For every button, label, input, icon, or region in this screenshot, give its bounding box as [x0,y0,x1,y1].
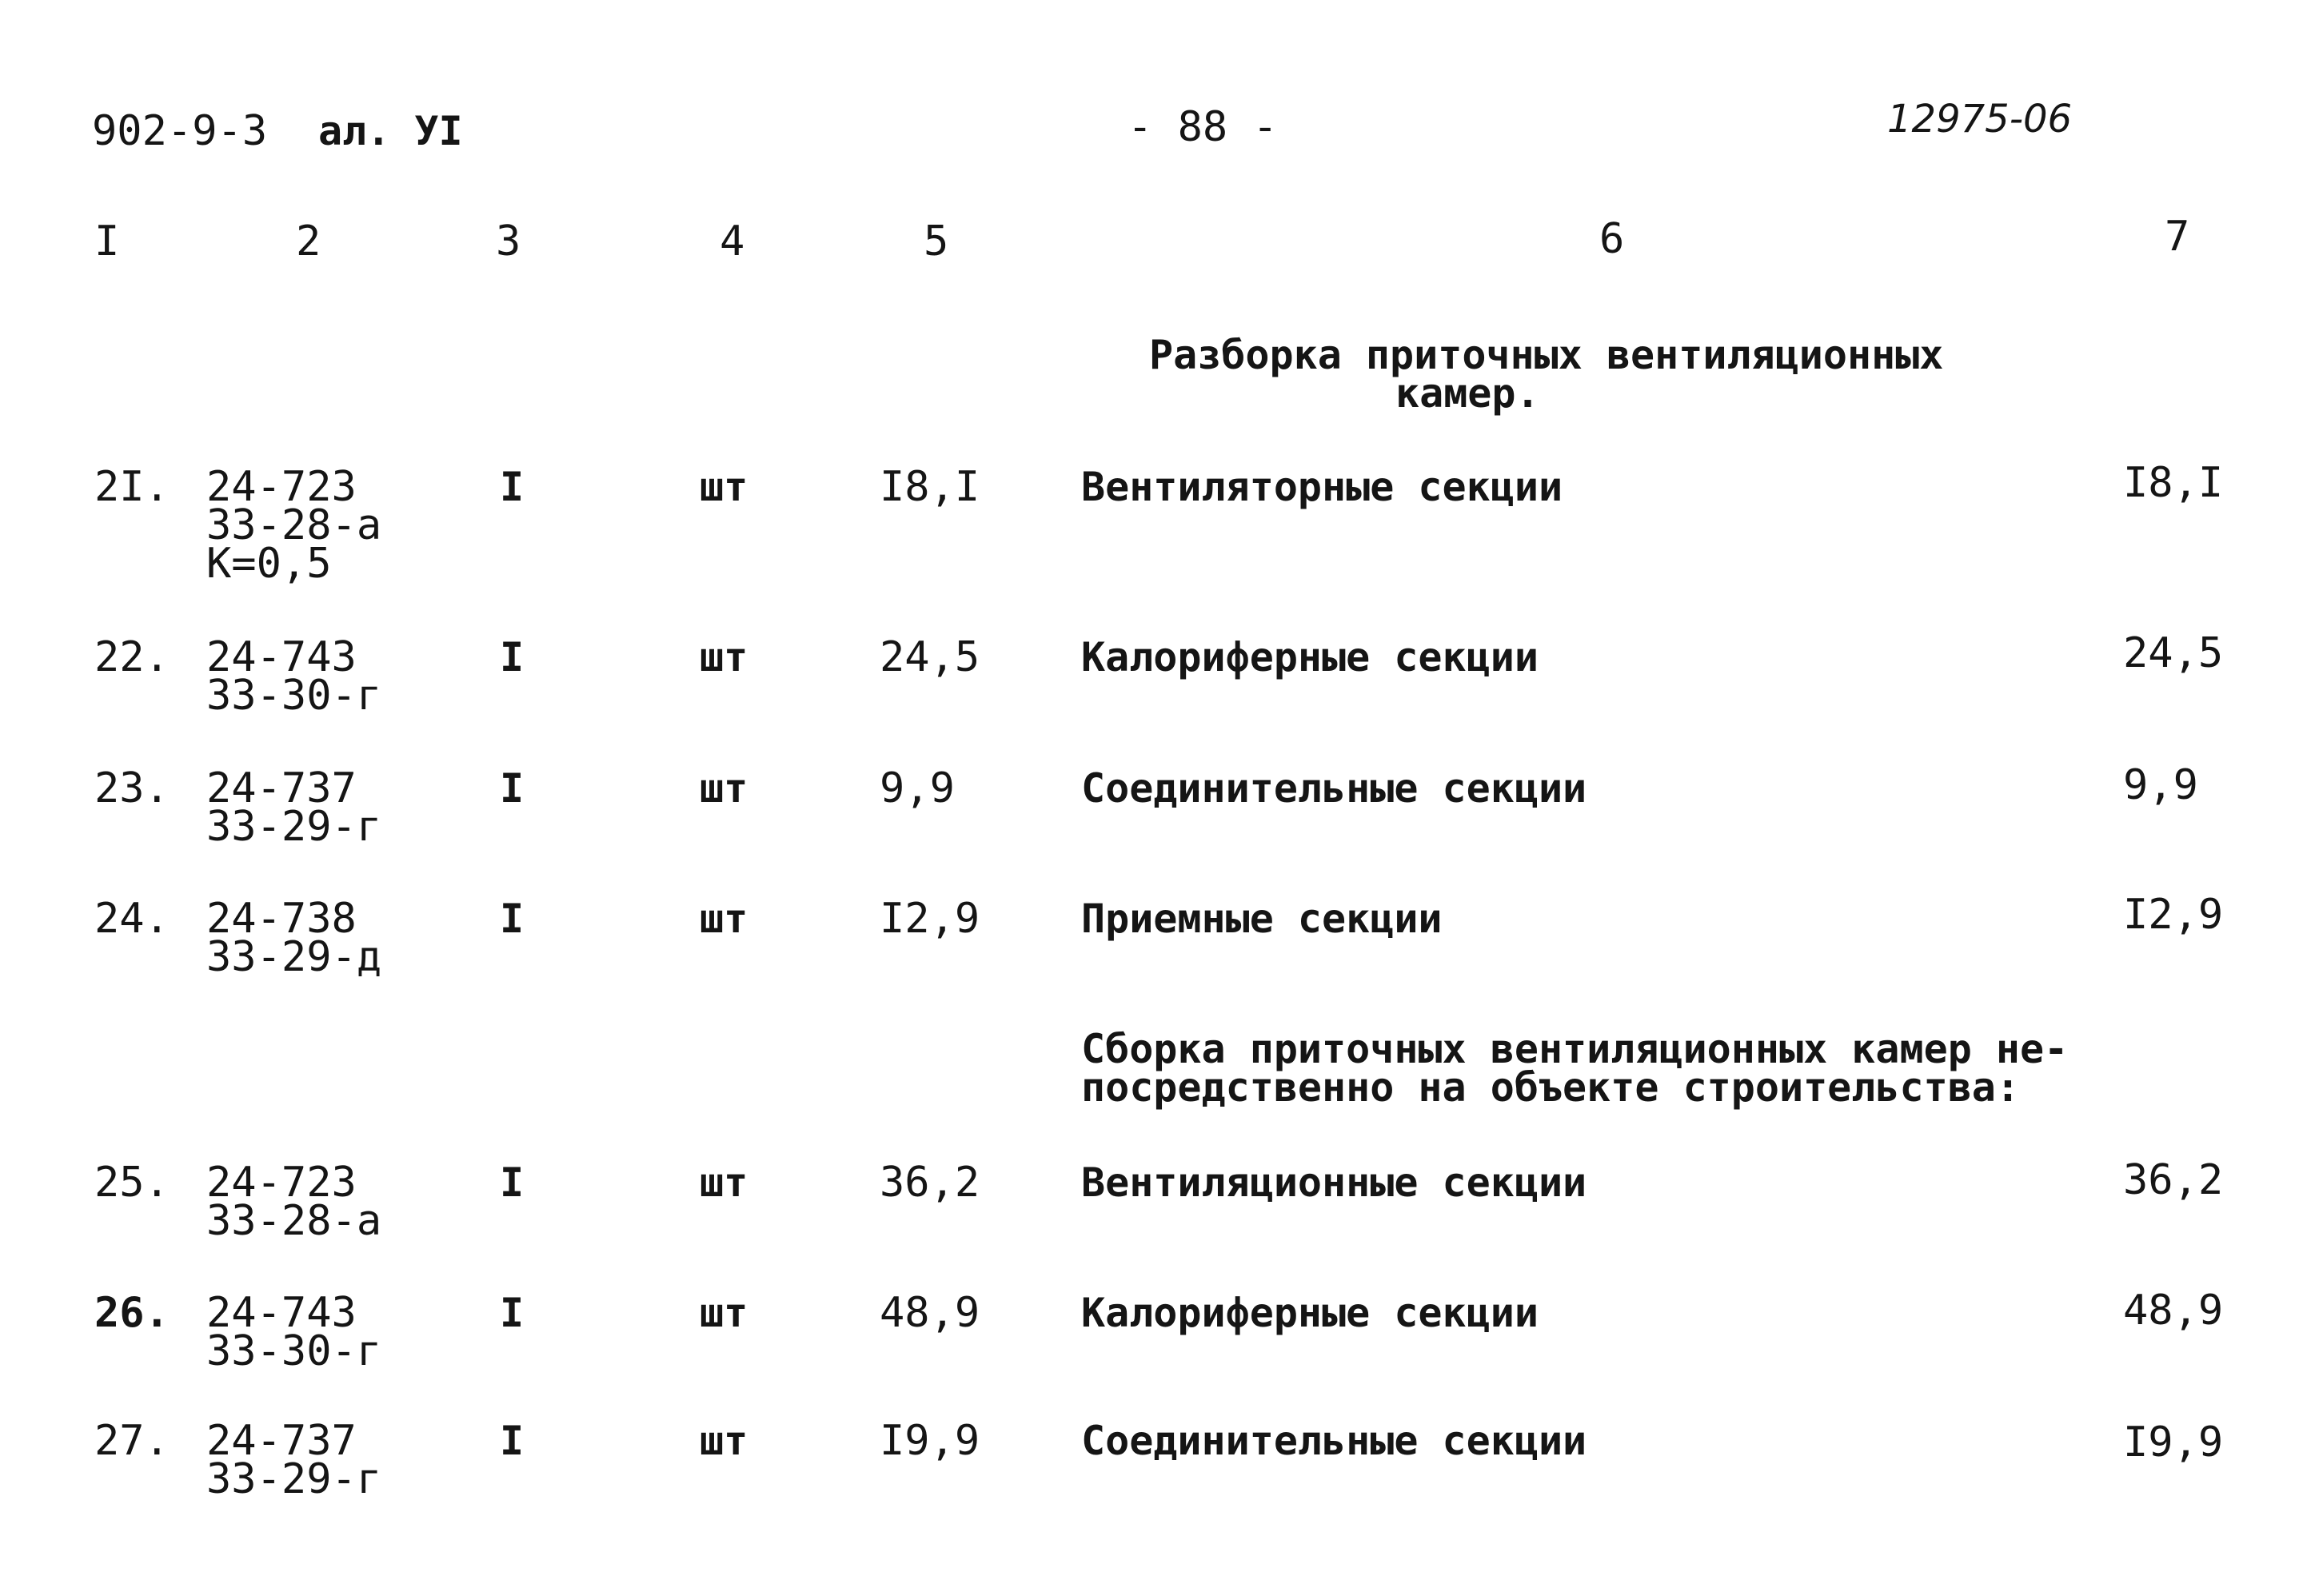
row-21-code-2: 33-28-а [206,501,382,549]
row-22-code-1: 24-743 [206,633,357,681]
row-27-qty: I [500,1418,525,1464]
row-23-qty: I [500,765,525,812]
column-header-6: 6 [1599,215,1625,263]
row-23-code-1: 24-737 [206,764,357,812]
row-21-total: I8,I [2123,459,2224,507]
row-25-unit: шт [700,1159,748,1206]
handwritten-doc-number: 12975-06 [1887,97,2073,142]
row-22-total: 24,5 [2123,629,2224,677]
row-24-code-2: 33-29-д [206,933,382,981]
row-27-total: I9,9 [2123,1418,2224,1466]
row-22-unit: шт [700,634,748,680]
column-header-7: 7 [2165,213,2190,261]
row-22-number: 22. [94,633,170,681]
row-25-total: 36,2 [2123,1156,2224,1204]
row-22-description: Калориферные секции [1081,634,1539,680]
row-23-description: Соединительные секции [1081,765,1587,812]
row-22-value: 24,5 [880,633,980,681]
section-2-title-line-2: посредственно на объекте строительства: [1081,1064,2020,1111]
row-24-code-1: 24-738 [206,895,357,943]
row-24-description: Приемные секции [1081,896,1443,942]
row-26-value: 48,9 [880,1289,980,1337]
row-23-number: 23. [94,764,170,812]
row-24-number: 24. [94,895,170,943]
row-22-code-2: 33-30-г [206,672,382,720]
row-26-total: 48,9 [2123,1287,2224,1335]
row-24-qty: I [500,896,525,942]
row-27-number: 27. [94,1417,170,1465]
row-21-number: 2I. [94,463,170,511]
row-21-code-1: 24-723 [206,463,357,511]
row-25-description: Вентиляционные секции [1081,1159,1587,1206]
row-24-value: I2,9 [880,895,980,943]
row-21-value: I8,I [880,463,980,511]
row-26-code-1: 24-743 [206,1289,357,1337]
section-title-line-1: Разборка приточных вентиляционных [1149,332,1944,378]
row-21-code-3: К=0,5 [206,540,332,588]
row-23-total: 9,9 [2123,761,2198,809]
row-21-description: Вентиляторные секции [1081,464,1563,510]
page-number: - 88 - [1128,103,1278,151]
row-25-value: 36,2 [880,1159,980,1207]
row-27-code-1: 24-737 [206,1417,357,1465]
row-26-description: Калориферные секции [1081,1290,1539,1336]
column-header-5: 5 [924,217,949,265]
row-21-qty: I [500,464,525,510]
row-21-unit: шт [700,464,748,510]
row-25-number: 25. [94,1159,170,1207]
row-24-total: I2,9 [2123,891,2224,939]
row-26-number: 26. [94,1289,170,1337]
row-27-description: Соединительные секции [1081,1418,1587,1464]
column-header-2: 2 [296,217,321,265]
column-header-3: 3 [496,217,521,265]
column-header-4: 4 [720,217,745,265]
row-22-qty: I [500,634,525,680]
row-26-code-2: 33-30-г [206,1327,382,1375]
row-26-unit: шт [700,1290,748,1336]
row-23-value: 9,9 [880,764,955,812]
section-title-line-2: камер. [1395,370,1540,417]
album-label: ал. УI [318,108,463,154]
row-24-unit: шт [700,896,748,942]
document-code: 902-9-3 [92,107,268,155]
column-header-1: I [94,217,120,265]
row-26-qty: I [500,1290,525,1336]
row-27-unit: шт [700,1418,748,1464]
row-25-code-2: 33-28-а [206,1197,382,1245]
section-2-title-line-1: Сборка приточных вентиляционных камер не- [1081,1026,2069,1072]
row-25-code-1: 24-723 [206,1159,357,1207]
row-25-qty: I [500,1159,525,1206]
row-27-value: I9,9 [880,1417,980,1465]
row-23-code-2: 33-29-г [206,803,382,851]
row-23-unit: шт [700,765,748,812]
row-27-code-2: 33-29-г [206,1455,382,1503]
